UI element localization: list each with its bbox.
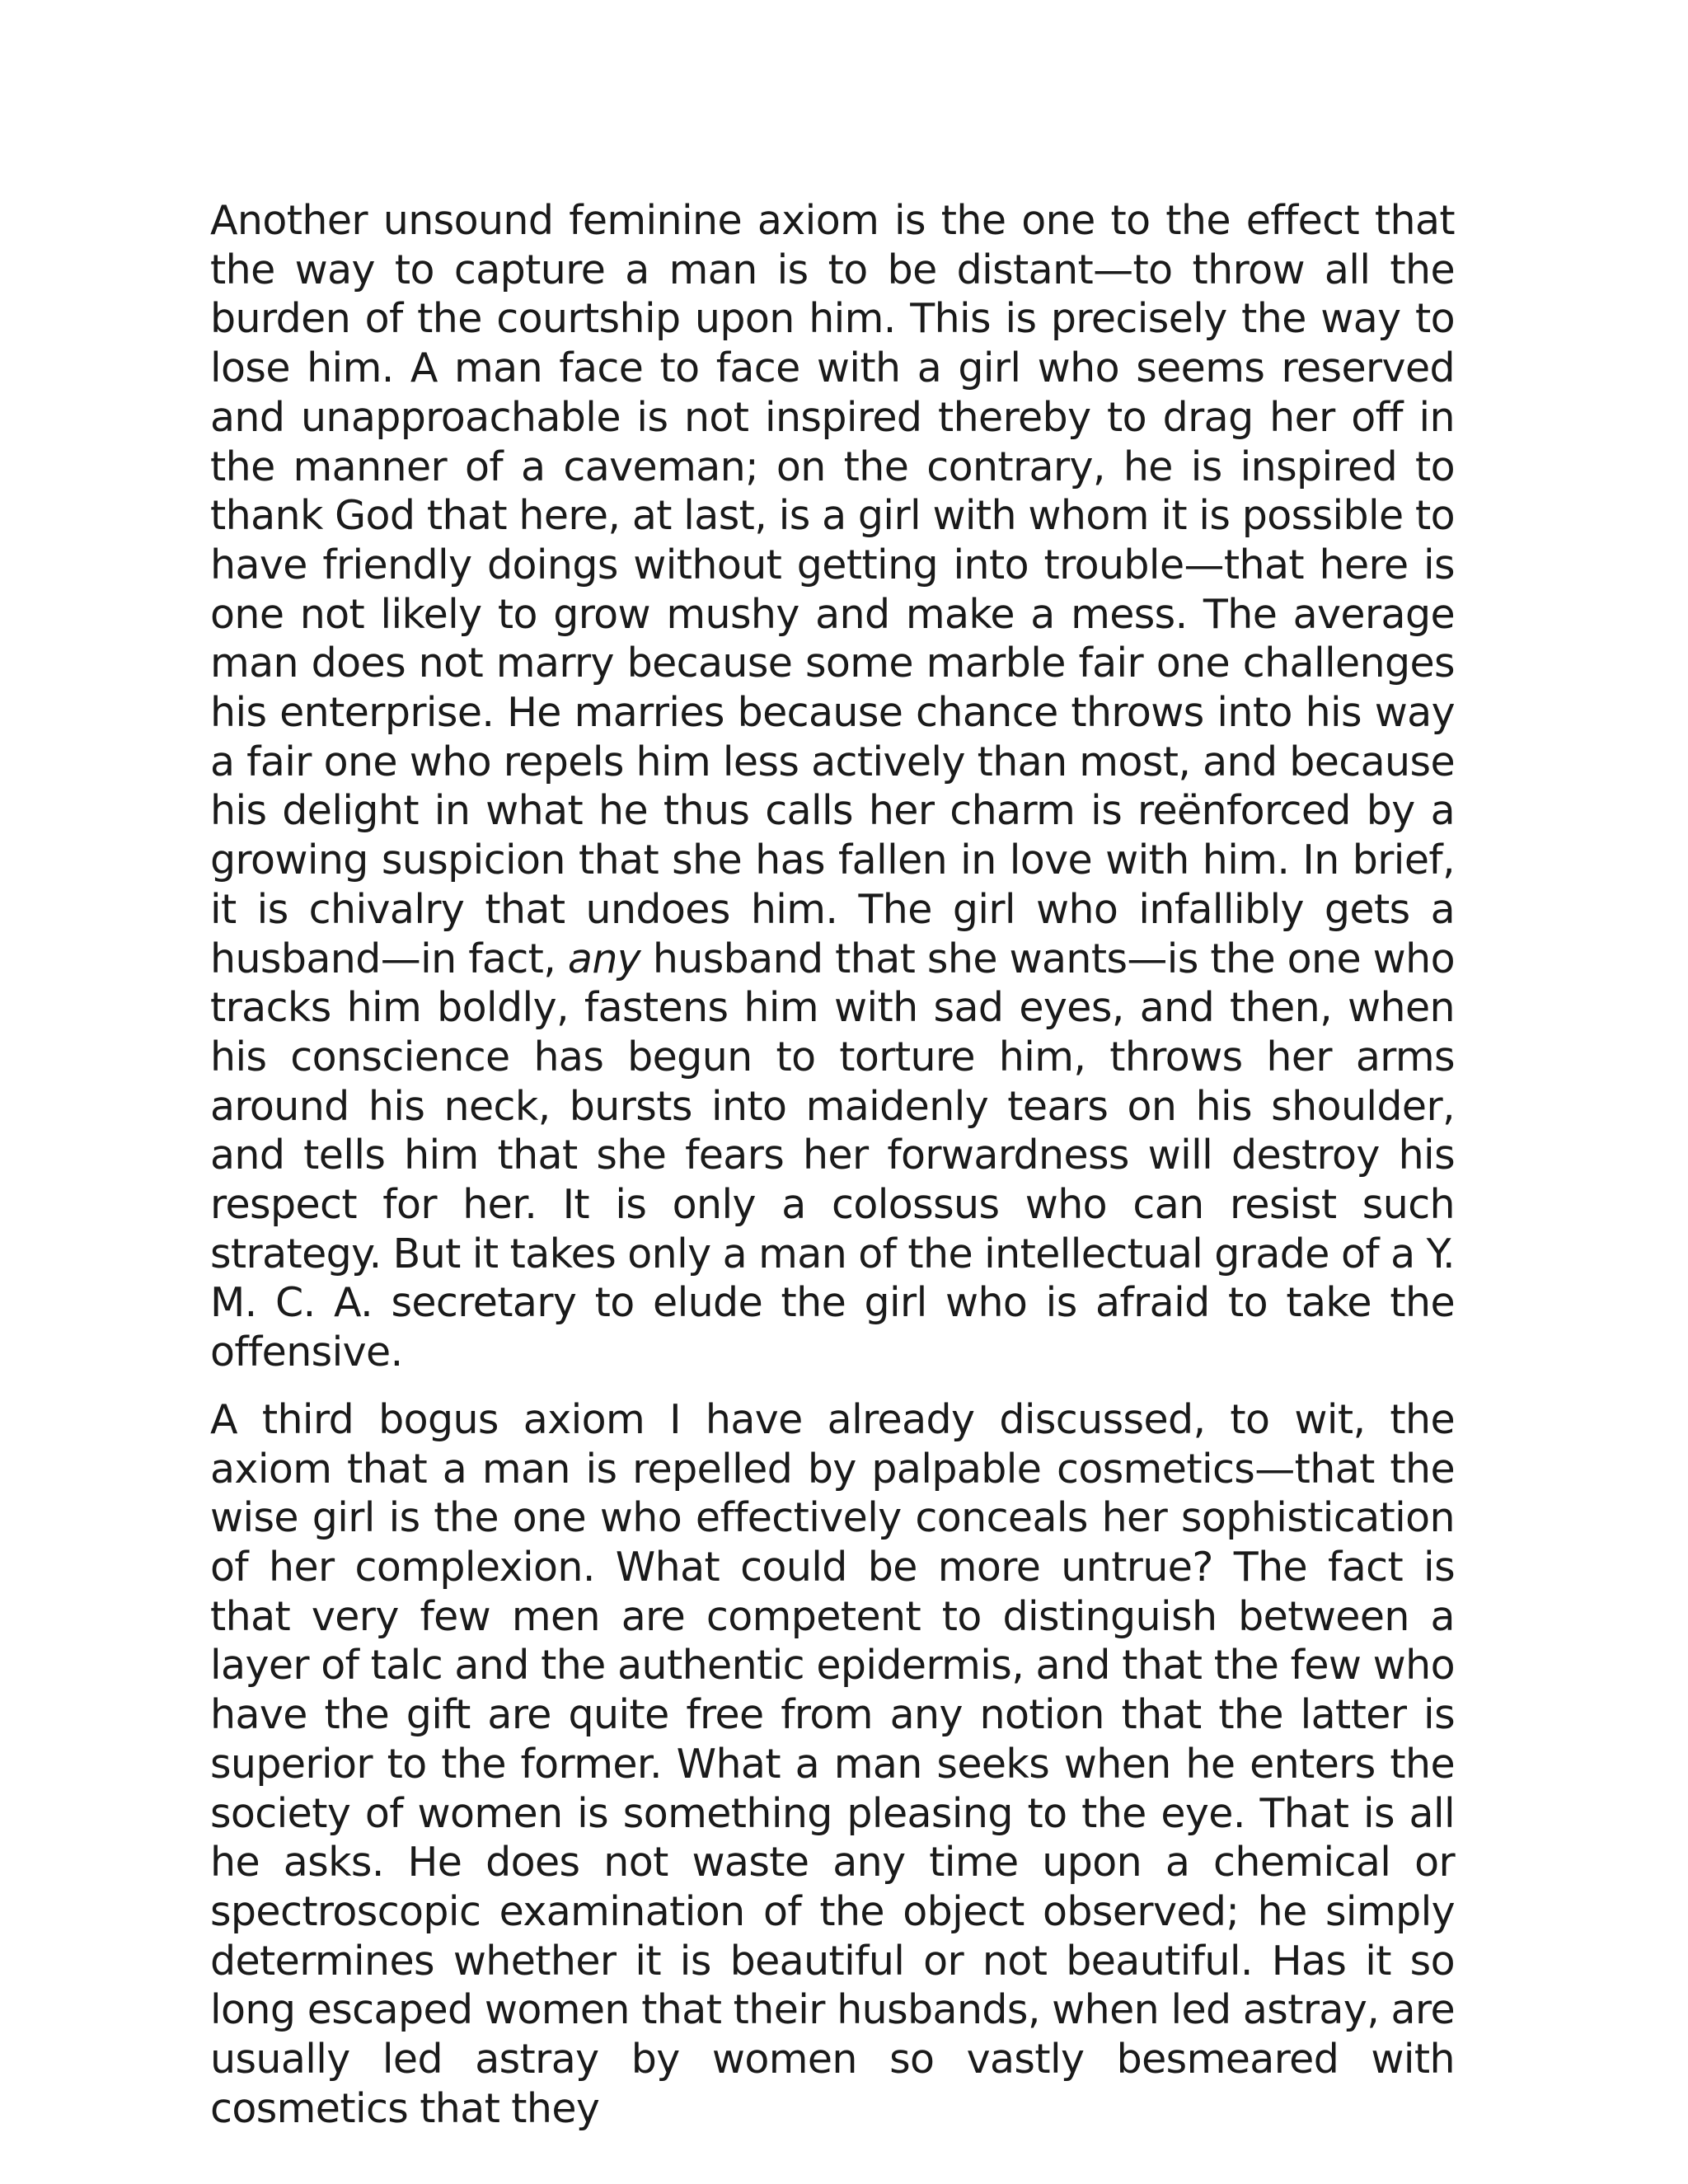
page-body [210, 196, 1455, 2133]
paragraph-2 [210, 1395, 1455, 2134]
paragraph-1-text-start: Another unsound feminine axiom is the one to the effect that the way to capture a man is to be distant—to throw all the burden of the courtship upon him. This is precisely the way to lose him. A man face to face with a girl who seems reserved and unapproachable is not inspired thereby to drag her off in the manner of a caveman; on the contrary, he is inspired to thank God that here, at last, is a girl with whom it is possible to have friendly doings without getting into trouble—that here is one not likely to grow mushy and make a mess. The average man does not marry because some marble fair one challenges his enterprise. He marries because chance throws into his way a fair one who repels him less actively than most, and because his delight in what he thus calls her charm is reënforced by a growing suspicion that she has fallen in love with him. In brief, it is chivalry that undoes him. The girl who infallibly gets a husband—in fact, [210, 197, 1455, 982]
paragraph-2-text: A third bogus axiom I have already discussed, to wit, the axiom that a man is repelled by palpable cosmetics—that the wise girl is the one who effectively conceals her sophistication of her complexion. What could be more untrue? The fact is that very few men are competent to distinguish between a layer of talc and the authentic epidermis, and that the few who have the gift are quite free from any notion that the latter is superior to the former. What a man seeks when he enters the society of women is something pleasing to the eye. That is all he asks. He does not waste any time upon a chemical or spectroscopic examination of the object observed; he simply determines whether it is beautiful or not beautiful. Has it so long escaped women that their husbands, when led astray, are usually led astray by women so vastly besmeared with cosmetics that they [210, 1395, 1455, 2132]
paragraph-1-emphasis: any [567, 935, 641, 982]
paragraph-1 [210, 196, 1455, 1377]
paragraph-1-text-end: husband that she wants—is the one who tracks him boldly, fastens him with sad eyes, and then, when his conscience has begun to torture him, throws her arms around his neck, bursts into maidenly tears on his shoulder, and tells him that she fears her forwardness will destroy his respect for her. It is only a colossus who can resist such strategy. But it takes only a man of the intellectual grade of a Y. M. C. A. secretary to elude the girl who is afraid to take the offensive. [210, 935, 1455, 1376]
